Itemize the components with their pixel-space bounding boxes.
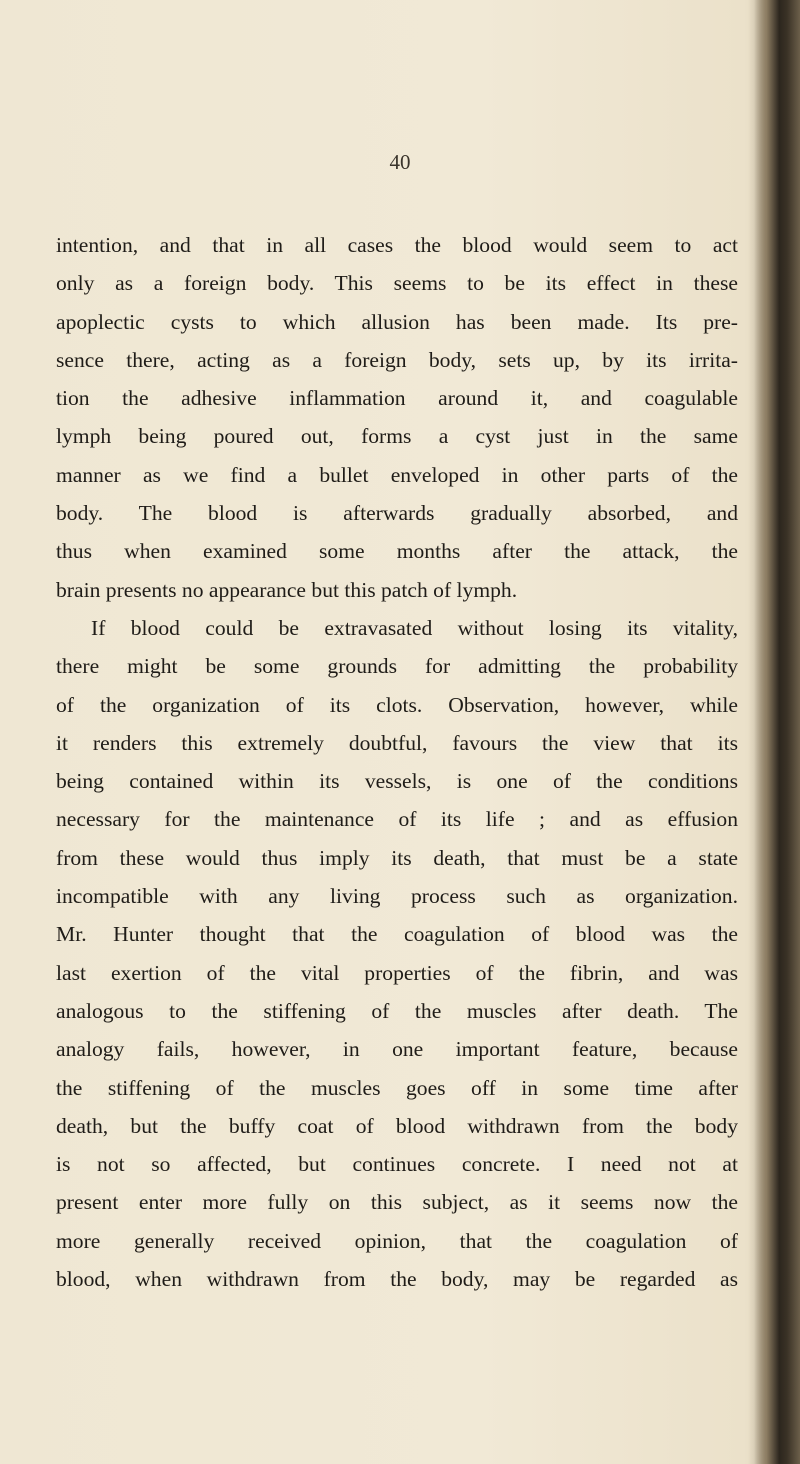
text-line: present enter more fully on this subject, as it seems now the [56,1190,738,1215]
text-line: If blood could be extravasated without losing its vitality, [91,615,738,640]
text-line: tion the adhesive inflammation around it, and coagulable [56,386,738,411]
text-line: death, but the buffy coat of blood withdrawn from the body [56,1113,738,1138]
text-line: it renders this extremely doubtful, favours the view that its [56,730,738,755]
text-line: necessary for the maintenance of its life ; and as effusion [56,807,738,832]
text-line: last exertion of the vital properties of the fibrin, and was [56,960,738,985]
page-edge [754,0,800,1464]
text-line: the stiffening of the muscles goes off in some time after [56,1075,738,1100]
text-line: brain presents no appearance but this patch of lymph. [56,577,518,602]
text-line: thus when examined some months after the attack, the [56,539,738,564]
text-line: being contained within its vessels, is one of the conditions [56,769,738,794]
text-line: sence there, acting as a foreign body, sets up, by its irrita- [56,347,738,372]
text-line: only as a foreign body. This seems to be its effect in these [56,271,738,296]
text-line: body. The blood is afterwards gradually absorbed, and [56,501,738,526]
text-line: Mr. Hunter thought that the coagulation of blood was the [56,922,738,947]
body-text [56,226,738,1298]
text-line: is not so affected, but continues concrete. I need not at [56,1152,738,1177]
text-line: more generally received opinion, that the coagulation of [56,1228,738,1253]
text-line: incompatible with any living process such as organization. [56,884,738,909]
text-line: blood, when withdrawn from the body, may be regarded as [56,1267,738,1292]
page-number: 40 [389,150,411,174]
text-line: analogous to the stiffening of the muscles after death. The [56,998,738,1023]
text-line: of the organization of its clots. Observation, however, while [56,692,738,717]
text-line: from these would thus imply its death, that must be a state [56,845,738,870]
text-line: there might be some grounds for admitting the probability [56,654,738,679]
text-line: apoplectic cysts to which allusion has been made. Its pre- [56,309,738,334]
text-line: analogy fails, however, in one important feature, because [56,1037,738,1062]
text-line: intention, and that in all cases the blood would seem to act [56,233,738,257]
text-line: lymph being poured out, forms a cyst just in the same [56,424,738,449]
text-line: manner as we find a bullet enveloped in other parts of the [56,462,738,487]
